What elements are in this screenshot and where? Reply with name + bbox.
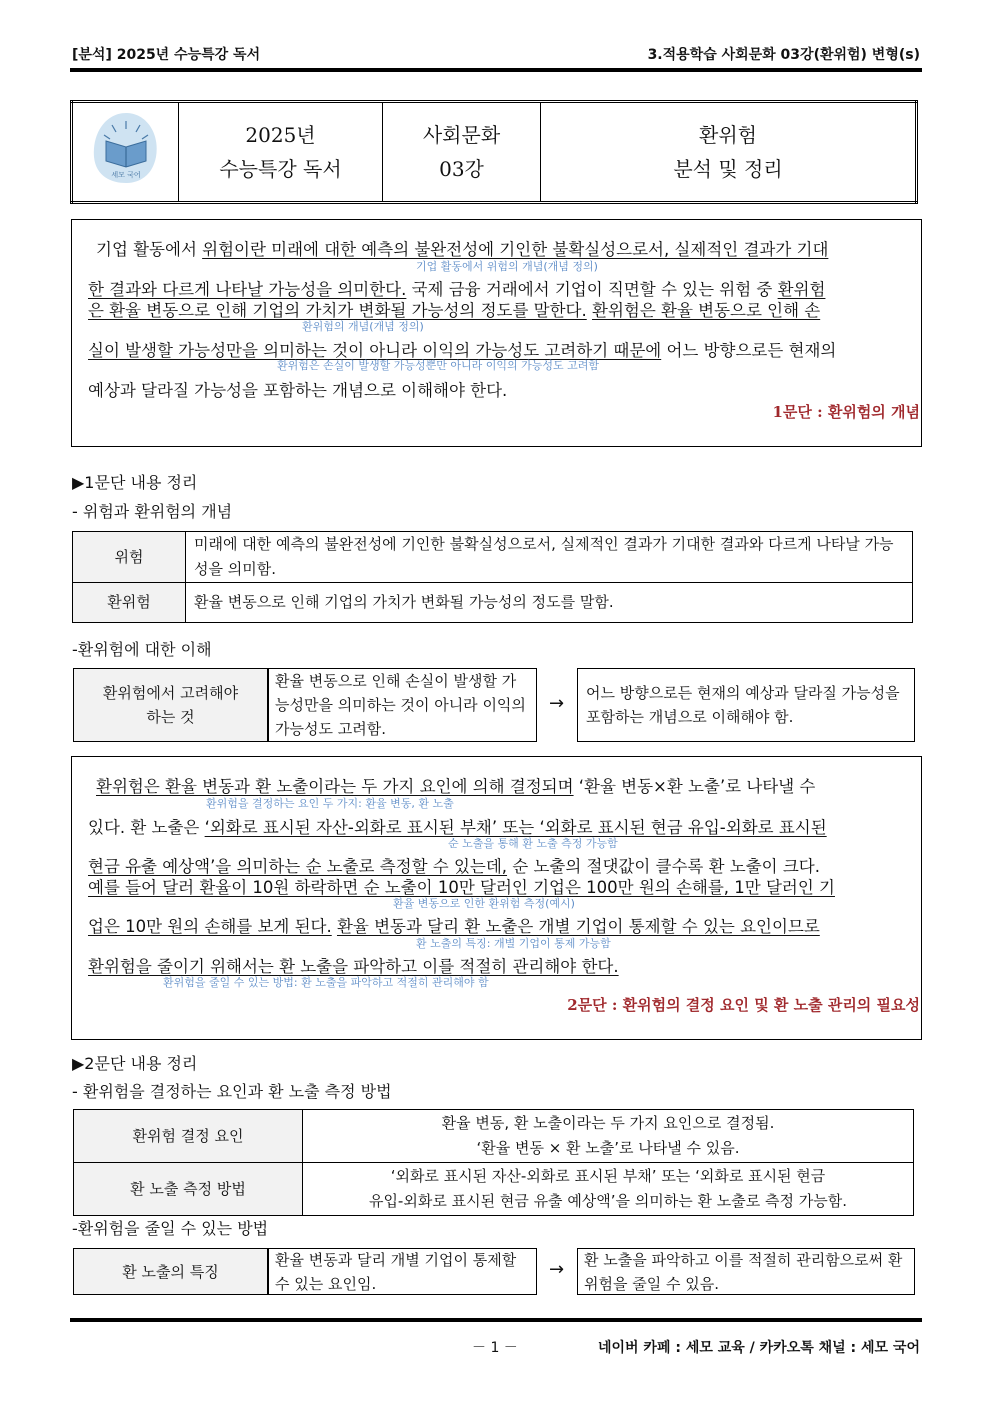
flow1-mid: 환율 변동으로 인해 손실이 발생할 가능성만을 의미하는 것이 아니라 이익의 가능성도 고려함. <box>268 668 537 742</box>
row-text: ‘외화로 표시된 자산-외화로 표시된 부채’ 또는 ‘외화로 표시된 현금 유입-외화로 표시된 현금 유출 예상액’을 의미하는 환 노출로 측정 가능함. <box>303 1163 914 1216</box>
passage1-note2: 환위험의 개념(개념 정의) <box>302 320 424 333</box>
passage1-line5: 예상과 달라질 가능성을 포함하는 개념으로 이해해야 한다. <box>88 381 508 400</box>
passage1-line3: 은 환율 변동으로 인해 기업의 가치가 변화될 가능성의 정도를 말한다. 환위험은 환율 변동으로 인해 손 <box>88 301 821 320</box>
summary2-sub1: - 환위험을 결정하는 요인과 환 노출 측정 방법 <box>72 1082 392 1101</box>
passage2-line2: 있다. 환 노출은 ‘외화로 표시된 자산-외화로 표시된 부채’ 또는 ‘외화로 표시된 현금 유입-외화로 표시된 <box>88 818 827 837</box>
book-logo-icon <box>86 107 166 187</box>
header-left: [분석] 2025년 수능특강 독서 <box>72 47 261 63</box>
passage2-note2: 순 노출을 통해 환 노출 측정 가능함 <box>448 837 618 850</box>
summary1-table <box>72 531 913 623</box>
passage2-line3: 현금 유출 예상액’을 의미하는 순 노출로 측정할 수 있는데, 순 노출의 절댓값이 클수록 환 노출이 크다. <box>88 857 820 876</box>
passage2-tag: 2문단 : 환위험의 결정 요인 및 환 노출 관리의 필요성 <box>567 996 920 1014</box>
row-label: 환위험 <box>73 583 186 623</box>
passage2-line6: 환위험을 줄이기 위해서는 환 노출을 파악하고 이를 적절히 관리해야 한다. <box>88 957 619 976</box>
topic-cell <box>541 102 917 203</box>
title-table <box>70 100 918 204</box>
passage2-note3: 환율 변동으로 인한 환위험 측정(예시) <box>393 897 575 910</box>
flow2-arrow: → <box>549 1259 565 1280</box>
svg-text:세모 국어: 세모 국어 <box>110 171 141 179</box>
book-cell <box>179 102 383 203</box>
subject-cell <box>383 102 541 203</box>
row-text: 환율 변동으로 인해 기업의 가치가 변화될 가능성의 정도를 말함. <box>186 583 913 623</box>
passage2-note4: 환 노출의 특징: 개별 기업이 통제 가능함 <box>416 937 611 950</box>
passage1-note3: 환위험은 손실이 발생할 가능성뿐만 아니라 이익의 가능성도 고려함 <box>277 359 600 372</box>
passage2-note1: 환위험을 결정하는 요인 두 가지: 환율 변동, 환 노출 <box>206 797 454 810</box>
passage2-note5: 환위험을 줄일 수 있는 방법: 환 노출을 파악하고 적절히 관리해야 함 <box>163 976 489 989</box>
subject-name: 사회문화 <box>422 123 501 147</box>
header-right: 3.적용학습 사회문화 03강(환위험) 변형(s) <box>647 47 920 63</box>
table-row <box>73 532 913 583</box>
passage2-line4: 예를 들어 달러 환율이 10원 하락하면 순 노출이 10만 달러인 기업은 100만 원의 손해를, 1만 달러인 기 <box>88 878 835 897</box>
passage2-line5: 업은 10만 원의 손해를 보게 된다. 환율 변동과 달리 환 노출은 개별 기업이 통제할 수 있는 요인이므로 <box>88 917 820 936</box>
summary2-heading: ▶2문단 내용 정리 <box>72 1054 198 1073</box>
flow2-mid: 환율 변동과 달리 개별 기업이 통제할 수 있는 요인임. <box>268 1248 537 1295</box>
row-text: 환율 변동, 환 노출이라는 두 가지 요인으로 결정됨. ‘환율 변동 × 환 노출’로 나타낼 수 있음. <box>303 1110 914 1163</box>
footer-text: 네이버 카페 : 세모 교육 / 카카오톡 채널 : 세모 국어 <box>597 1340 920 1356</box>
flow2-label: 환 노출의 특징 <box>73 1248 268 1295</box>
passage1-tag: 1문단 : 환위험의 개념 <box>772 403 920 421</box>
book-year: 2025년 <box>245 123 316 147</box>
topic-subtitle: 분석 및 정리 <box>673 157 783 181</box>
flow2-right: 환 노출을 파악하고 이를 적절히 관리함으로써 환위험을 줄일 수 있음. <box>577 1248 915 1295</box>
footer-rule <box>70 1318 922 1322</box>
logo-cell <box>72 102 179 203</box>
topic-name: 환위험 <box>699 123 757 147</box>
passage1-note1: 기업 활동에서 위험의 개념(개념 정의) <box>416 260 598 273</box>
passage2-line1: 환위험은 환율 변동과 환 노출이라는 두 가지 요인에 의해 결정되며 ‘환율 변동×환 노출’로 나타낼 수 <box>96 777 816 796</box>
table-row <box>74 1110 914 1163</box>
row-label: 환위험 결정 요인 <box>74 1110 303 1163</box>
summary1-sub1: - 위험과 환위험의 개념 <box>72 502 233 521</box>
row-label: 위험 <box>73 532 186 583</box>
passage1-line4: 실이 발생할 가능성만을 의미하는 것이 아니라 이익의 가능성도 고려하기 때문에 어느 방향으로든 현재의 <box>88 341 837 360</box>
table-row <box>74 1163 914 1216</box>
row-text: 미래에 대한 예측의 불완전성에 기인한 불확실성으로서, 실제적인 결과가 기대한 결과와 다르게 나타날 가능성을 의미함. <box>186 532 913 583</box>
summary2-table <box>73 1109 914 1216</box>
page-number: － 1 － <box>472 1340 518 1356</box>
summary2-sub2: -환위험을 줄일 수 있는 방법 <box>72 1219 269 1238</box>
flow1-arrow: → <box>549 693 565 714</box>
header-rule <box>70 68 922 72</box>
flow1-label: 환위험에서 고려해야 하는 것 <box>73 668 268 742</box>
passage1-line1: 기업 활동에서 위험이란 미래에 대한 예측의 불완전성에 기인한 불확실성으로서, 실제적인 결과가 기대 <box>96 240 829 259</box>
summary1-heading: ▶1문단 내용 정리 <box>72 473 198 492</box>
row-label: 환 노출 측정 방법 <box>74 1163 303 1216</box>
flow1-right: 어느 방향으로든 현재의 예상과 달라질 가능성을 포함하는 개념으로 이해해야 함. <box>577 668 915 742</box>
passage1-line2: 한 결과와 다르게 나타날 가능성을 의미한다. 국제 금융 거래에서 기업이 직면할 수 있는 위험 중 환위험 <box>88 280 826 299</box>
subject-lesson: 03강 <box>439 157 484 181</box>
summary1-sub2: -환위험에 대한 이해 <box>72 640 212 659</box>
book-title: 수능특강 독서 <box>219 157 342 181</box>
table-row <box>73 583 913 623</box>
